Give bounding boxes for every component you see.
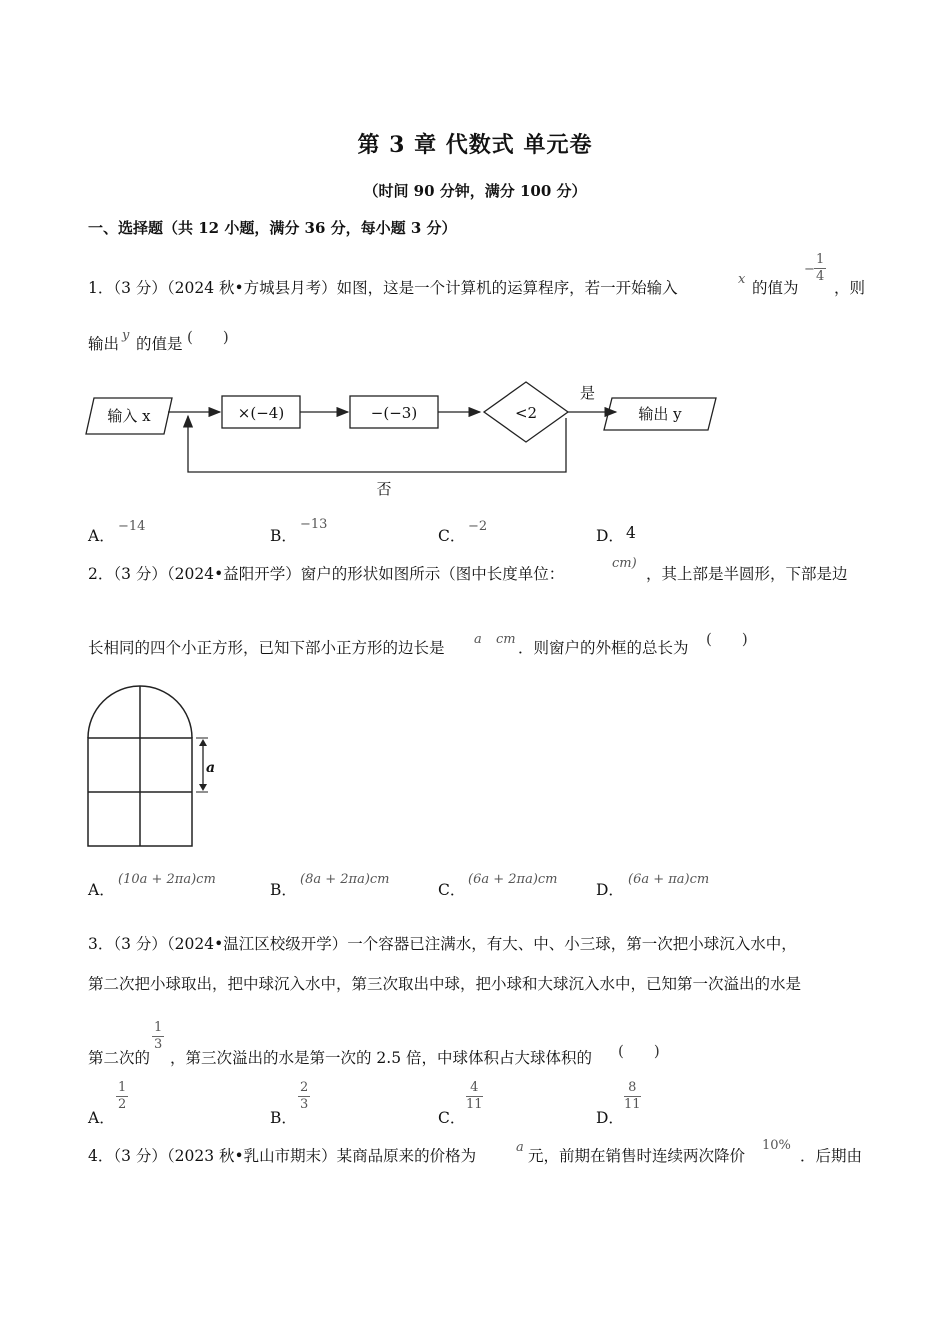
q1-frac-den: 4 bbox=[816, 269, 825, 284]
no-label: 否 bbox=[376, 480, 392, 498]
q2-unit: cm) bbox=[612, 556, 637, 571]
dim-arrow-up bbox=[199, 739, 207, 746]
q3-text-3a: 第二次的 bbox=[88, 1049, 151, 1067]
q2-option-a-value: (10a + 2πa)cm bbox=[118, 872, 216, 887]
q3-text-3b: ，第三次溢出的水是第一次的 2.5 倍，中球体积占大球体积的 bbox=[170, 1049, 593, 1067]
q3-option-a-frac bbox=[116, 1080, 128, 1113]
q2-unit-cm: cm bbox=[496, 632, 516, 647]
q1-text-1b: 的值为 bbox=[752, 279, 799, 297]
page-title: 第 3 章 代数式 单元卷 bbox=[357, 132, 593, 158]
q3-option-d-den: 11 bbox=[624, 1097, 641, 1112]
q3-option-c-frac bbox=[466, 1080, 483, 1113]
q2-var-a: a bbox=[474, 632, 482, 647]
q2-text-1b: ，其上部是半圆形，下部是边 bbox=[646, 565, 848, 583]
q2-text-2a: 长相同的四个小正方形，已知下部小正方形的边长是 bbox=[88, 639, 445, 657]
q3-text-2: 第二次把小球取出，把中球沉入水中，第三次取出中球，把小球和大球沉入水中，已知第一次溢出的水是 bbox=[88, 975, 802, 993]
q3-option-d-frac bbox=[624, 1080, 641, 1113]
subtract-label: −(−3) bbox=[370, 404, 418, 422]
dim-arrow-down bbox=[199, 784, 207, 791]
q3-option-a-num: 1 bbox=[118, 1080, 127, 1095]
q3-option-c-den: 11 bbox=[466, 1097, 483, 1112]
exam-info: （时间 90 分钟，满分 100 分） bbox=[363, 182, 587, 200]
q3-option-b-den: 3 bbox=[300, 1097, 309, 1112]
q4-percent: 10% bbox=[762, 1138, 791, 1153]
loop-back-arrow bbox=[188, 416, 566, 472]
q1-option-c-value: −2 bbox=[468, 519, 488, 534]
q1-option-a-label: A． bbox=[88, 527, 115, 545]
q1-option-d-value: 4 bbox=[626, 524, 636, 542]
q3-option-a-den: 2 bbox=[118, 1097, 127, 1112]
q2-option-d-value: (6a + πa)cm bbox=[628, 872, 710, 887]
q2-text-1a: 2．（3 分）（2024•益阳开学）窗户的形状如图所示（图中长度单位： bbox=[88, 565, 565, 583]
q1-var-x: x bbox=[738, 272, 746, 287]
output-label: 输出 y bbox=[638, 405, 682, 423]
q3-option-b-frac bbox=[298, 1080, 310, 1113]
q3-answer-blank: ( ) bbox=[618, 1042, 660, 1060]
q2-option-c-label: C． bbox=[438, 881, 466, 899]
q1-option-b-label: B． bbox=[270, 527, 297, 545]
q1-frac-num: 1 bbox=[816, 252, 825, 267]
q4-text-1a: 4．（3 分）（2023 秋•乳山市期末）某商品原来的价格为 bbox=[88, 1147, 477, 1165]
q3-option-c-label: C． bbox=[438, 1109, 466, 1127]
yes-label: 是 bbox=[580, 384, 596, 402]
q1-text-2a: 输出 bbox=[88, 335, 120, 353]
q2-window-figure bbox=[84, 680, 224, 850]
q2-option-b-label: B． bbox=[270, 881, 297, 899]
q4-var-a: a bbox=[516, 1140, 524, 1155]
q3-text-1: 3．（3 分）（2024•温江区校级开学）一个容器已注满水，有大、中、小三球，第一次把小球沉入水中， bbox=[88, 935, 797, 953]
q3-frac-den: 3 bbox=[154, 1037, 163, 1052]
q2-text-2b: ．则窗户的外框的总长为 bbox=[518, 639, 689, 657]
q3-option-c-num: 4 bbox=[466, 1080, 483, 1097]
condition-label: <2 bbox=[514, 404, 538, 422]
q1-answer-blank: ( ) bbox=[187, 328, 229, 346]
q3-fraction bbox=[152, 1020, 164, 1053]
q3-option-d-num: 8 bbox=[624, 1080, 641, 1097]
q2-option-d-label: D． bbox=[596, 881, 624, 899]
q1-frac-sign: − bbox=[804, 262, 815, 277]
q2-option-a-label: A． bbox=[88, 881, 115, 899]
q2-option-b-value: (8a + 2πa)cm bbox=[300, 872, 390, 887]
q2-option-c-value: (6a + 2πa)cm bbox=[468, 872, 558, 887]
section-heading: 一、选择题（共 12 小题，满分 36 分，每小题 3 分） bbox=[88, 219, 457, 237]
multiply-label: ×(−4) bbox=[237, 404, 285, 422]
q3-option-a-label: A． bbox=[88, 1109, 115, 1127]
q1-text-1c: ，则 bbox=[834, 279, 866, 297]
input-label: 输入 x bbox=[107, 407, 151, 425]
q2-answer-blank: ( ) bbox=[706, 630, 748, 648]
q3-option-b-label: B． bbox=[270, 1109, 297, 1127]
q1-flowchart bbox=[80, 378, 730, 500]
q3-option-d-label: D． bbox=[596, 1109, 624, 1127]
q1-option-a-value: −14 bbox=[118, 519, 146, 534]
dim-label: a bbox=[206, 760, 216, 776]
q1-var-y: y bbox=[122, 328, 130, 343]
q1-option-d-label: D． bbox=[596, 527, 624, 545]
q4-text-1b: 元，前期在销售时连续两次降价 bbox=[528, 1147, 746, 1165]
q1-text-1a: 1．（3 分）（2024 秋•方城县月考）如图，这是一个计算机的运算程序，若一开始输入 bbox=[88, 279, 678, 297]
q1-fraction bbox=[814, 252, 826, 285]
q4-text-1c: ．后期由 bbox=[800, 1147, 863, 1165]
q1-text-2b: 的值是 bbox=[136, 335, 183, 353]
q1-option-c-label: C． bbox=[438, 527, 466, 545]
q3-option-b-num: 2 bbox=[300, 1080, 309, 1095]
q3-frac-num: 1 bbox=[154, 1020, 163, 1035]
q1-option-b-value: −13 bbox=[300, 517, 328, 532]
